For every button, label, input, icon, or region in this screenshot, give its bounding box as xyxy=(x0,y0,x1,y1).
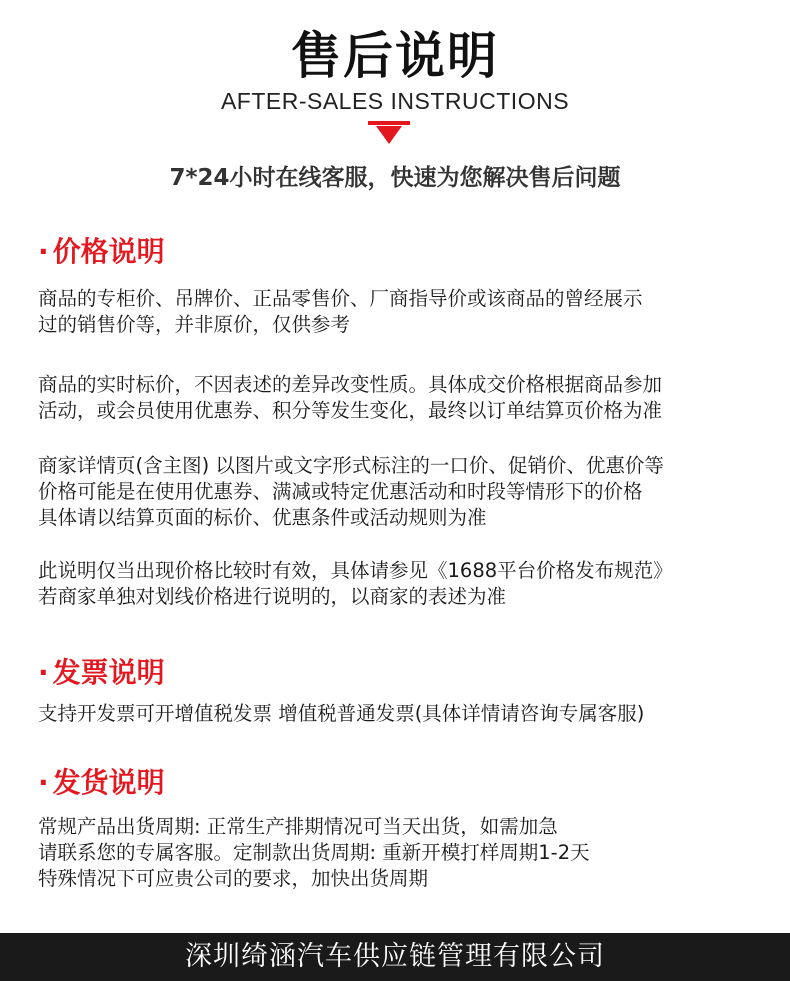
footer-company-name: 深圳绮涵汽车供应链管理有限公司 xyxy=(0,933,790,981)
text-line: 价格可能是在使用优惠券、满减或特定优惠活动和时段等情形下的价格 xyxy=(38,480,643,503)
text-line: 请联系您的专属客服。定制款出货周期: 重新开模打样周期1-2天 xyxy=(38,841,590,864)
page-title: 售后说明 xyxy=(291,27,499,85)
text-line: 商品的实时标价，不因表述的差异改变性质。具体成交价格根据商品参加 xyxy=(38,373,663,396)
text-line: 具体请以结算页面的标价、优惠条件或活动规则为准 xyxy=(38,506,487,529)
price-paragraph-2 xyxy=(38,372,758,424)
section-heading-price-label: 价格说明 xyxy=(52,235,165,268)
invoice-paragraph-1 xyxy=(38,701,758,727)
service-tagline: 7*24小时在线客服，快速为您解决售后问题 xyxy=(169,165,621,191)
text-line: 商品的专柜价、吊牌价、正品零售价、厂商指导价或该商品的曾经展示 xyxy=(38,287,643,310)
text-line: 支持开发票可开增值税发票 增值税普通发票(具体详情请咨询专属客服) xyxy=(38,702,645,725)
section-heading-invoice-label: 发票说明 xyxy=(52,656,165,689)
bullet-dot-icon: · xyxy=(38,235,49,268)
text-line: 活动，或会员使用优惠券、积分等发生变化，最终以订单结算页价格为准 xyxy=(38,399,663,422)
text-line: 若商家单独对划线价格进行说明的，以商家的表述为准 xyxy=(38,585,507,608)
down-triangle-icon xyxy=(376,126,402,144)
section-heading-shipping xyxy=(38,766,165,800)
text-line: 商家详情页(含主图) 以图片或文字形式标注的一口价、促销价、优惠价等 xyxy=(38,454,664,477)
bullet-dot-icon: · xyxy=(38,766,49,799)
text-line: 此说明仅当出现价格比较时有效，具体请参见《1688平台价格发布规范》 xyxy=(38,559,673,582)
bullet-dot-icon: · xyxy=(38,656,49,689)
price-paragraph-4 xyxy=(38,558,758,610)
accent-bar xyxy=(368,121,410,125)
shipping-paragraph-1 xyxy=(38,814,758,892)
price-paragraph-3 xyxy=(38,453,758,531)
text-line: 过的销售价等，并非原价，仅供参考 xyxy=(38,313,351,336)
page-subtitle-english: AFTER-SALES INSTRUCTIONS xyxy=(220,88,570,114)
text-line: 常规产品出货周期: 正常生产排期情况可当天出货，如需加急 xyxy=(38,815,558,838)
text-line: 特殊情况下可应贵公司的要求，加快出货周期 xyxy=(38,867,429,890)
section-heading-price xyxy=(38,235,165,269)
section-heading-shipping-label: 发货说明 xyxy=(52,766,165,799)
section-heading-invoice xyxy=(38,656,165,690)
price-paragraph-1 xyxy=(38,286,758,338)
